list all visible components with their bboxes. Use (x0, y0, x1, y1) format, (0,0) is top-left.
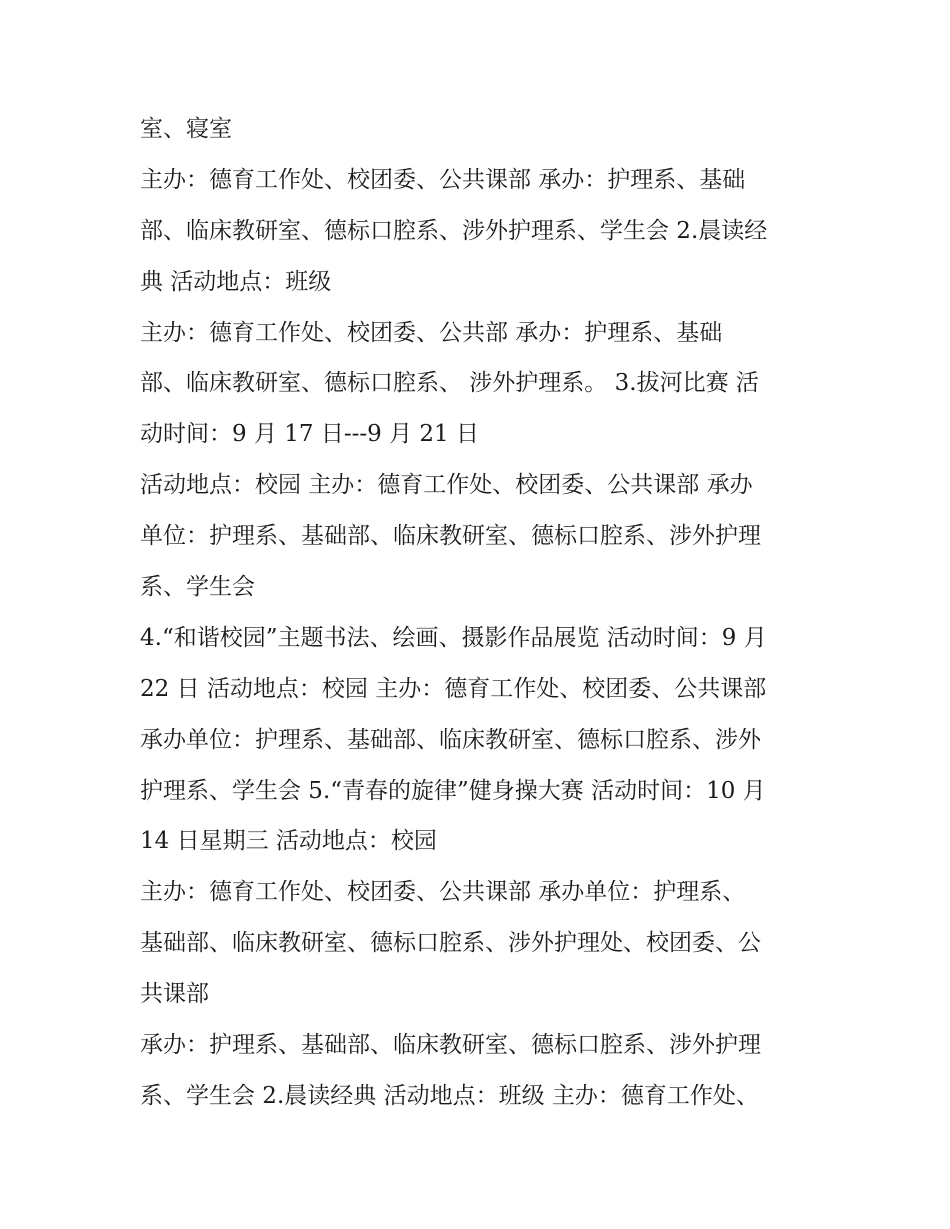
text-line: 系、学生会 2.晨读经典 活动地点：班级 主办：德育工作处、 (140, 1082, 759, 1109)
text-line: 主办：德育工作处、校团委、公共部 承办：护理系、基础 (140, 319, 723, 346)
document-body-text (140, 104, 830, 1122)
text-line: 共课部 (140, 981, 209, 1008)
text-line: 22 日 活动地点：校园 主办：德育工作处、校团委、公共课部 (140, 675, 767, 702)
text-line: 单位：护理系、基础部、临床教研室、德标口腔系、涉外护理 (140, 523, 761, 550)
text-line: 承办：护理系、基础部、临床教研室、德标口腔系、涉外护理 (140, 1032, 761, 1059)
text-line: 基础部、临床教研室、德标口腔系、涉外护理处、校团委、公 (140, 930, 761, 957)
text-line: 典 活动地点：班级 (140, 268, 332, 295)
text-line: 4.“和谐校园”主题书法、绘画、摄影作品展览 活动时间：9 月 (140, 624, 767, 651)
text-line: 主办：德育工作处、校团委、公共课部 承办：护理系、基础 (140, 166, 746, 193)
text-line: 护理系、学生会 5.“青春的旋律”健身操大赛 活动时间：10 月 (140, 777, 766, 804)
text-line: 主办：德育工作处、校团委、公共课部 承办单位：护理系、 (140, 879, 746, 906)
text-line: 系、学生会 (140, 574, 255, 601)
text-line: 部、临床教研室、德标口腔系、 涉外护理系。 3.拔河比赛 活 (140, 370, 759, 397)
text-line: 14 日星期三 活动地点：校园 (140, 828, 437, 855)
text-line: 室、寝室 (140, 116, 232, 142)
text-line: 部、临床教研室、德标口腔系、涉外护理系、学生会 2.晨读经 (140, 217, 768, 244)
text-line: 动时间：9 月 17 日---9 月 21 日 (140, 421, 479, 448)
text-line: 活动地点：校园 主办：德育工作处、校团委、公共课部 承办 (140, 472, 753, 499)
text-line: 承办单位：护理系、基础部、临床教研室、德标口腔系、涉外 (140, 726, 761, 753)
